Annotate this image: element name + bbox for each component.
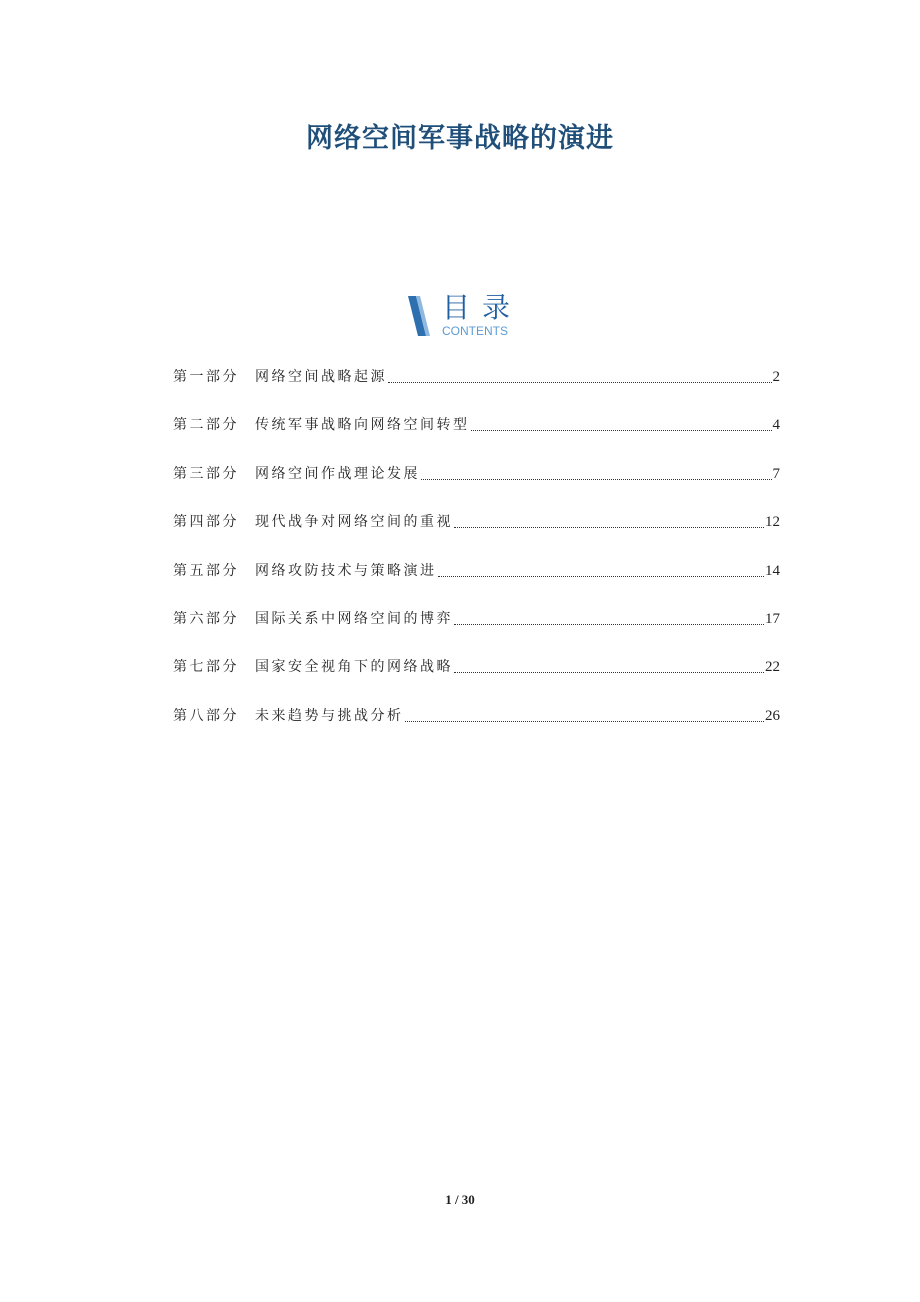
toc-entry-page: 2: [772, 369, 780, 385]
toc-entry-part: 第四部分: [173, 514, 239, 531]
toc-entry[interactable]: [173, 462, 780, 510]
document-title: 网络空间军事战略的演进: [306, 123, 614, 154]
toc-entry-page: 12: [765, 514, 780, 531]
toc-entry-title: 国际关系中网络空间的博弈: [255, 610, 453, 627]
toc-entry-title: 网络空间作战理论发展: [255, 465, 420, 482]
toc-entry-leader: [471, 413, 772, 431]
toc-entry-leader: [454, 655, 764, 673]
toc-entry-part: 第六部分: [173, 610, 239, 627]
toc-entry-title: 现代战争对网络空间的重视: [255, 514, 453, 531]
toc-entry-leader: [405, 704, 765, 722]
toc-entry-title: 网络空间战略起源: [255, 369, 387, 385]
toc-entry[interactable]: [173, 704, 780, 752]
toc-entry[interactable]: [173, 510, 780, 558]
toc-entry-leader: [454, 510, 764, 528]
toc-heading-subtitle: CONTENTS: [442, 324, 508, 338]
toc-entry-page: 26: [765, 707, 780, 724]
toc-entry[interactable]: [173, 365, 780, 413]
toc-entry-part: 第一部分: [173, 369, 239, 385]
toc-entry-part: 第八部分: [173, 707, 239, 724]
toc-entry[interactable]: [173, 655, 780, 703]
toc-heading: [406, 292, 536, 340]
toc-entry-leader: [388, 365, 772, 383]
toc-entry-title: 国家安全视角下的网络战略: [255, 659, 453, 676]
toc-entry-part: 第五部分: [173, 562, 239, 579]
toc-entry-title: 传统军事战略向网络空间转型: [255, 417, 470, 434]
toc-entry-leader: [438, 559, 765, 577]
toc-entry-title: 未来趋势与挑战分析: [255, 707, 404, 724]
toc-entry[interactable]: [173, 607, 780, 655]
page-number: 1 / 30: [445, 1192, 475, 1207]
toc-entry-page: 7: [772, 465, 780, 482]
toc-entry[interactable]: [173, 413, 780, 461]
toc-entry-page: 14: [765, 562, 780, 579]
toc-entry-part: 第二部分: [173, 417, 239, 434]
toc-list: [173, 365, 780, 752]
toc-entry[interactable]: [173, 559, 780, 607]
toc-entry-page: 4: [772, 417, 780, 434]
toc-entry-title: 网络攻防技术与策略演进: [255, 562, 437, 579]
toc-entry-page: 22: [765, 659, 780, 676]
toc-entry-part: 第三部分: [173, 465, 239, 482]
toc-heading-title: 目录: [442, 291, 523, 324]
toc-entry-leader: [421, 462, 772, 480]
toc-logo-icon: [406, 296, 432, 336]
toc-entry-part: 第七部分: [173, 659, 239, 676]
toc-entry-page: 17: [765, 610, 780, 627]
toc-entry-leader: [454, 607, 764, 625]
